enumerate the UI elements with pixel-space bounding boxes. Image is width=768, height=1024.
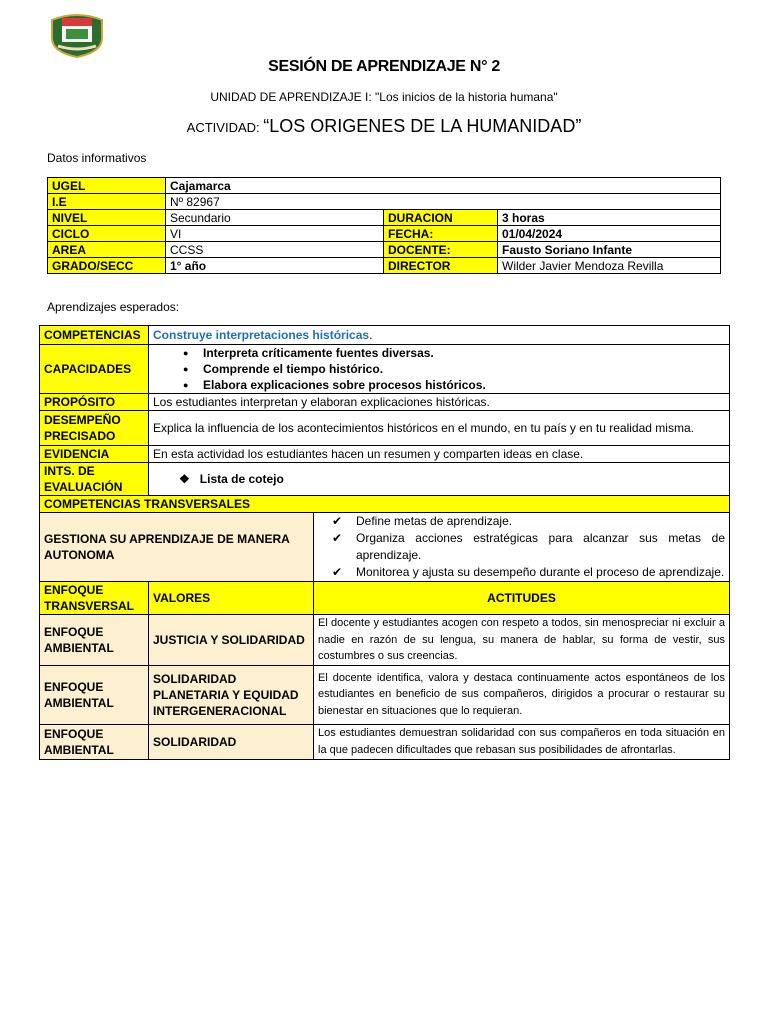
actividad-label: ACTIVIDAD: [186,120,264,135]
list-item: ✔ Monitorea y ajusta su desempeño durante el proceso de aprendizaje. [332,565,725,579]
capacidades-key: CAPACIDADES [40,345,149,394]
docente-value: Fausto Soriano Infante [498,242,721,258]
ugel-value: Cajamarca [166,178,721,194]
ints-evaluacion-key: INTS. DE EVALUACIÓN [40,463,149,496]
ints-evaluacion-cell [149,463,730,496]
list-item: ● Comprende el tiempo histórico. [183,361,725,377]
valor-cell: JUSTICIA Y SOLIDARIDAD [149,615,314,666]
list-item: ● Interpreta críticamente fuentes diversas. [183,345,725,361]
school-crest-logo [48,12,106,58]
director-key: DIRECTOR [384,258,498,274]
check-icon: ✔ [332,531,343,545]
table-row [48,258,721,274]
nivel-value: Secundario [166,210,384,226]
grado-key: GRADO/SECC [48,258,166,274]
session-title: SESIÓN DE APRENDIZAJE N° 2 [268,58,500,75]
docente-key: DOCENTE: [384,242,498,258]
ie-value: Nº 82967 [166,194,721,210]
competencias-cell: Construye interpretaciones históricas. [149,326,730,345]
enfoque-cell: ENFOQUE AMBIENTAL [40,665,149,724]
list-item: ✔ Define metas de aprendizaje. [332,514,513,528]
diamond-bullet-icon: ❖ [179,472,190,486]
datos-informativos-label: Datos informativos [47,151,147,165]
actitud-cell: El docente y estudiantes acogen con respeto a todos, sin menospreciar ni excluir a nadie en razón de su lengua, su manera de hablar, su forma de vestir, sus costumbres o sus creencias. [314,615,730,666]
director-value: Wilder Javier Mendoza Revilla [498,258,721,274]
duracion-key: DURACION [384,210,498,226]
enfoque-transversal-header: ENFOQUE TRANSVERSAL [40,582,149,615]
proposito-value: Los estudiantes interpretan y elaboran explicaciones históricas. [149,394,730,411]
table-row [40,394,730,411]
fecha-value: 01/04/2024 [498,226,721,242]
actitud-cell: Los estudiantes demuestran solidaridad con sus compañeros en toda situación en la que padecen dificultades que rebasan sus posibilidades de afrontarlas. [314,724,730,759]
list-item: ✔ Organiza acciones estratégicas para alcanzar sus metas de aprendizaje. [332,531,725,562]
table-row [40,411,730,446]
nivel-key: NIVEL [48,210,166,226]
evidencia-value: En esta actividad los estudiantes hacen un resumen y comparten ideas en clase. [149,446,730,463]
aprendizajes-esperados-label: Aprendizajes esperados: [47,300,180,314]
competencias-key: COMPETENCIAS [40,326,149,345]
actividad-title: “LOS ORIGENES DE LA HUMANIDAD” [263,116,582,136]
desempeno-key: DESEMPEÑO PRECISADO [40,411,149,446]
competencias-value: Construye interpretaciones históricas [153,328,370,342]
table-row [48,178,721,194]
table-row [40,582,730,615]
valor-cell: SOLIDARIDAD PLANETARIA Y EQUIDAD INTERGENERACIONAL [149,665,314,724]
ints-evaluacion-value: Lista de cotejo [199,472,284,486]
actitud-cell: El docente identifica, valora y destaca continuamente actos espontáneos de los estudiantes en beneficio de sus compañeros, dirigidos a procurar o restaurar su bienestar en situaciones que lo requieran. [314,665,730,724]
capacidades-cell [149,345,730,394]
duracion-value: 3 horas [498,210,721,226]
table-row [40,615,730,666]
actitudes-header: ACTITUDES [314,582,730,615]
table-row [40,345,730,394]
table-row [48,242,721,258]
ciclo-key: CICLO [48,226,166,242]
enfoque-cell: ENFOQUE AMBIENTAL [40,615,149,666]
table-row [48,226,721,242]
check-icon: ✔ [332,514,343,528]
table-row [40,724,730,759]
ugel-key: UGEL [48,178,166,194]
area-value: CCSS [166,242,384,258]
datos-informativos-table [47,177,721,274]
valores-header: VALORES [149,582,314,615]
evidencia-key: EVIDENCIA [40,446,149,463]
gestiona-key: GESTIONA SU APRENDIZAJE DE MANERA AUTONOMA [40,513,314,582]
table-row [48,210,721,226]
enfoque-cell: ENFOQUE AMBIENTAL [40,724,149,759]
actividad-heading [0,116,768,137]
table-row [40,446,730,463]
desempeno-value: Explica la influencia de los acontecimientos históricos en el mundo, en tu país y en tu realidad misma. [149,411,730,446]
list-item: ● Elabora explicaciones sobre procesos históricos. [183,377,725,393]
table-row [48,194,721,210]
gestiona-cell [314,513,730,582]
table-row [40,513,730,582]
table-row [40,326,730,345]
competencias-transversales-header: COMPETENCIAS TRANSVERSALES [40,496,730,513]
table-row [40,463,730,496]
grado-value: 1° año [166,258,384,274]
aprendizajes-table [39,325,730,760]
unidad-subtitle: UNIDAD DE APRENDIZAJE I: "Los inicios de la historia humana" [210,90,558,104]
ie-key: I.E [48,194,166,210]
area-key: AREA [48,242,166,258]
proposito-key: PROPÓSITO [40,394,149,411]
fecha-key: FECHA: [384,226,498,242]
valor-cell: SOLIDARIDAD [149,724,314,759]
table-row [40,665,730,724]
table-row [40,496,730,513]
ciclo-value: VI [166,226,384,242]
check-icon: ✔ [332,565,343,579]
